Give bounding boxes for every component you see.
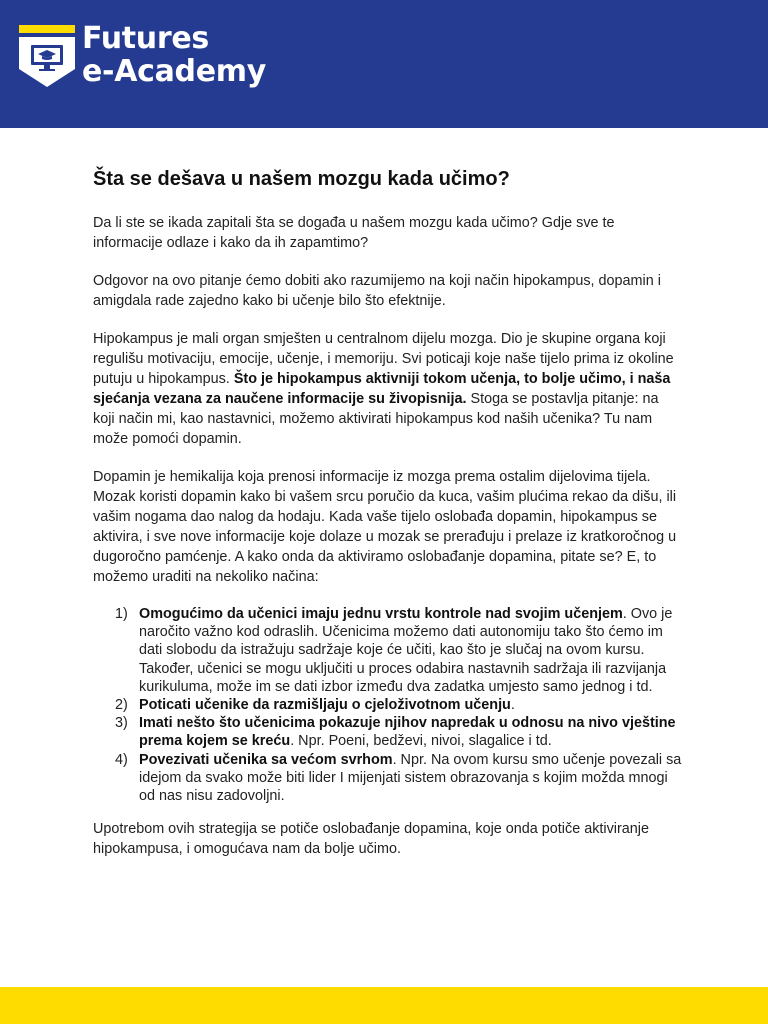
strategy-list — [93, 605, 683, 805]
list-item-text: . Npr. Na ovom kursu smo učenje povezali sa idejom da svako može biti lider I mijenjati sistem obrazovanja s kojim možda mnogi od nas nisu zadovoljni. — [139, 751, 682, 805]
paragraph-dopamine: Dopamin je hemikalija koja prenosi informacije iz mozga prema ostalim dijelovima tijela. Mozak koristi dopamin kako bi vašem srcu poručio da kuca, vašim plućima rekao da dišu, ili vašim nogama dao nalog da hodaju. Kada vaše tijelo oslobađa dopamin, hipokampus se aktivira, i sve nove informacije koje dolaze u mozak se prerađuju i prelaze iz kratkoročnog u dugoročno pamćenje. A kako onda da aktiviramo oslobađanje dopamina, pitate se? E, to možemo uraditi na nekoliko načina: — [93, 469, 677, 585]
graduation-monitor-shield-icon — [17, 25, 77, 89]
article-title: Šta se dešava u našem mozgu kada učimo? — [93, 168, 510, 190]
list-item-bold: Povezivati učenika sa većom svrhom — [139, 751, 393, 768]
footer-band — [0, 987, 768, 1024]
header-banner — [0, 0, 768, 128]
list-item-number: 4) — [115, 751, 128, 768]
paragraph-hippocampus — [93, 329, 683, 449]
list-item — [93, 605, 683, 696]
list-item-text: . — [510, 697, 515, 714]
paragraph-conclusion: Upotrebom ovih strategija se potiče oslobađanje dopamina, koje onda potiče aktiviranje hipokampusa, i omogućava nam da bolje učimo. — [93, 821, 649, 858]
list-item-text: . Npr. Poeni, bedževi, nivoi, slagalice i td. — [290, 733, 552, 750]
list-item-text: . Ovo je naročito važno kod odraslih. Učenicima možemo dati autonomiju tako što ćemo im dati slobodu da istražuju sadržaje koje će učiti, kao što je slučaj na ovom kursu. Također, učenici se mogu uključiti u proces odabira nastavnih sadržaja ili razvijanja kurikuluma, može im se dati izbor između dva zadatka umjesto samo jednog i td. — [139, 606, 673, 695]
list-item-bold: Imati nešto što učenicima pokazuje njihov napredak u odnosu na nivo vještine prema kojem se kreću — [139, 715, 676, 750]
list-item-number: 2) — [115, 697, 128, 714]
list-item-number: 1) — [115, 606, 128, 622]
list-item — [93, 696, 683, 714]
paragraph-answer: Odgovor na ovo pitanje ćemo dobiti ako razumijemo na koji način hipokampus, dopamin i amigdala rade zajedno kako bi učenje bilo što efektnije. — [93, 273, 661, 309]
list-item — [93, 714, 683, 750]
logo-line-2: e-Academy — [82, 54, 266, 89]
article-body — [93, 165, 683, 877]
paragraph-hippocampus-text-a: Hipokampus je mali organ smješten u centralnom dijelu mozga. Dio je skupine organa koji regulišu motivaciju, emocije, učenje, i memoriju. Svi poticaji koje naše tijelo prima iz okoline putuju u hipokampus. — [93, 331, 674, 387]
logo-line-1: Futures — [82, 21, 209, 56]
paragraph-hippocampus-bold: Što je hipokampus aktivniji tokom učenja, to bolje učimo, i naša sjećanja vezana za naučene informacije su živopisnija. — [93, 371, 671, 407]
paragraph-intro: Da li ste se ikada zapitali šta se događa u našem mozgu kada učimo? Gdje sve te informacije odlaze i kako da ih zapamtimo? — [93, 215, 615, 251]
list-item-bold: Poticati učenike da razmišljaju o cjeloživotnom učenju — [139, 697, 511, 714]
list-item-number: 3) — [115, 715, 128, 732]
logo-wordmark — [82, 22, 266, 88]
list-item — [93, 751, 683, 806]
paragraph-hippocampus-text-b: Stoga se postavlja pitanje: na koji način mi, kao nastavnici, možemo aktivirati hipokampus kod naših učenika? Tu nam može pomoći dopamin. — [93, 391, 659, 447]
list-item-bold: Omogućimo da učenici imaju jednu vrstu kontrole nad svojim učenjem — [139, 606, 623, 622]
